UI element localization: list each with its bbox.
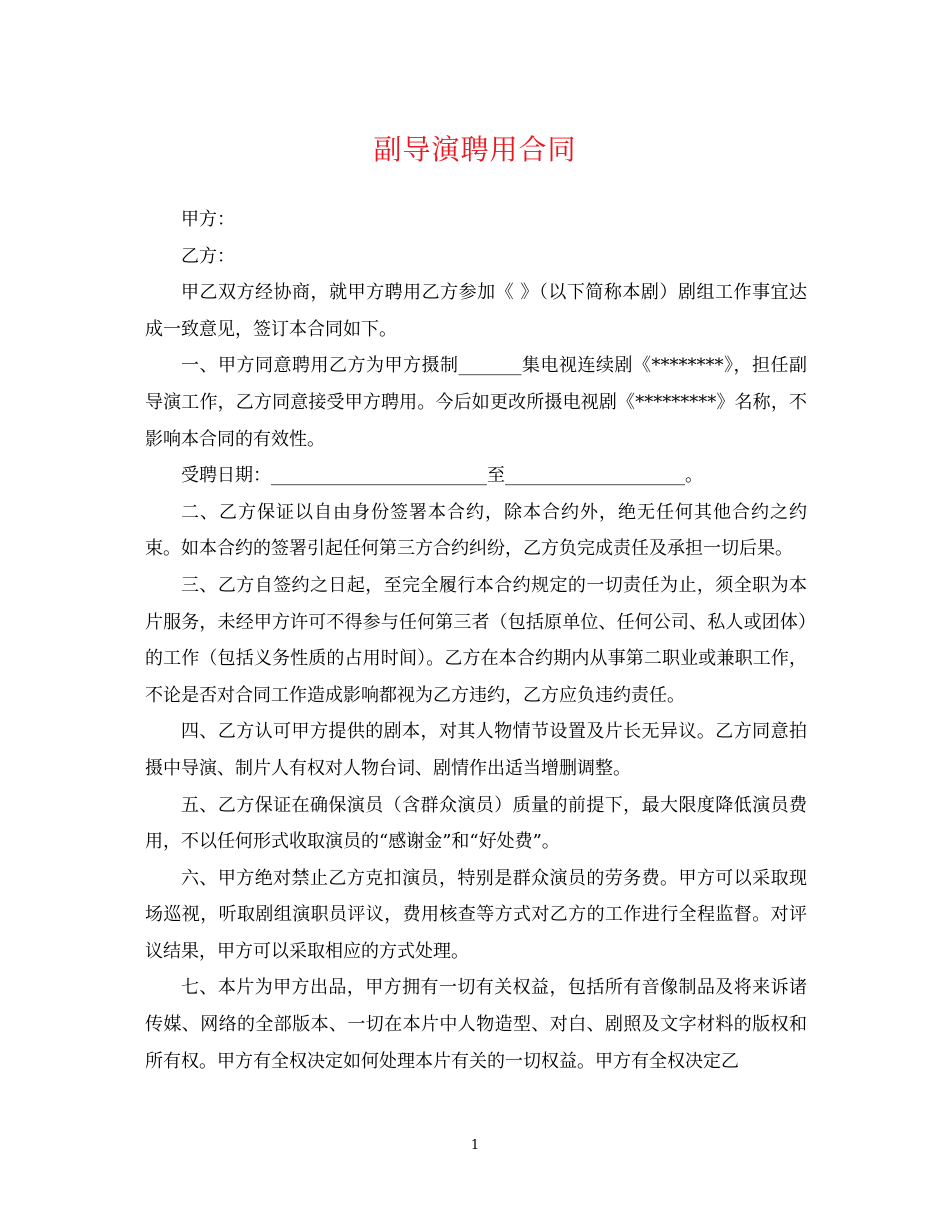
- clause-5: 五、乙方保证在确保演员（含群众演员）质量的前提下，最大限度降低演员费用，不以任何形式收取演员的“感谢金”和“好处费”。: [145, 794, 807, 853]
- clause-6: 六、甲方绝对禁止乙方克扣演员，特别是群众演员的劳务费。甲方可以采取现场巡视，听取剧组演职员评议，费用核查等方式对乙方的工作进行全程监督。对评议结果，甲方可以采取相应的方式处理。: [145, 867, 807, 962]
- clause-3: 三、乙方自签约之日起，至完全履行本合约规定的一切责任为止，须全职为本片服务，未经甲方许可不得参与任何第三者（包括原单位、任何公司、私人或团体）的工作（包括义务性质的占用时间）。乙方在本合约期内从事第二职业或兼职工作，不论是否对合同工作造成影响都视为乙方违约，乙方应负违约责任。: [145, 574, 807, 706]
- employment-period: 受聘日期：________________________至____________________。: [181, 465, 703, 487]
- party-b-line: 乙方：: [181, 245, 235, 267]
- contract-body: [145, 202, 807, 1080]
- preamble-paragraph: 甲乙双方经协商，就甲方聘用乙方参加《 》（以下简称本剧）剧组工作事宜达成一致意见，签订本合同如下。: [145, 282, 807, 340]
- party-a-line: 甲方：: [181, 209, 235, 230]
- document-title: 副导演聘用合同: [373, 133, 577, 166]
- clause-2: 二、乙方保证以自由身份签署本合约，除本合约外，绝无任何其他合约之约束。如本合约的签署引起任何第三方合约纠纷，乙方负完成责任及承担一切后果。: [145, 501, 807, 560]
- clause-1: 一、甲方同意聘用乙方为甲方摄制_______集电视连续剧《********》，担任副导演工作，乙方同意接受甲方聘用。今后如更改所摄电视剧《*********》名称，不影响本合同的有效性。: [145, 355, 807, 450]
- clause-7: 七、本片为甲方出品，甲方拥有一切有关权益，包括所有音像制品及将来诉诸传媒、网络的全部版本、一切在本片中人物造型、对白、剧照及文字材料的版权和所有权。甲方有全权决定如何处理本片有关的一切权益。甲方有全权决定乙: [145, 977, 807, 1072]
- page-number: 1: [470, 1138, 480, 1153]
- clause-4: 四、乙方认可甲方提供的剧本，对其人物情节设置及片长无异议。乙方同意拍摄中导演、制片人有权对人物台词、剧情作出适当增删调整。: [145, 721, 807, 779]
